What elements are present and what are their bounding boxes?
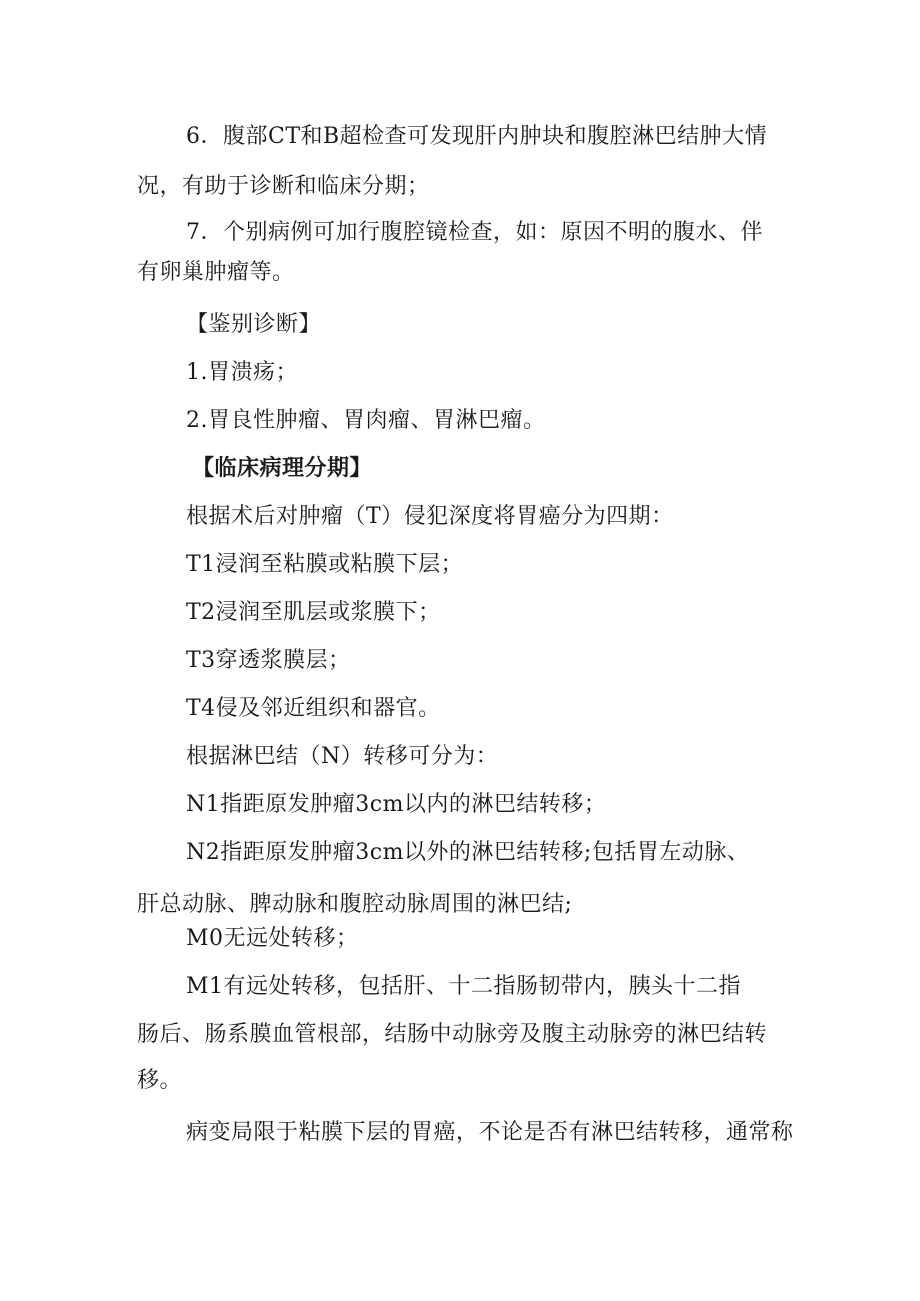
paragraph-7-line-2: 有卵巢肿瘤等。	[137, 260, 295, 285]
paragraph-6-line-2: 况，有助于诊断和临床分期；	[137, 174, 430, 199]
stage-m0: M0无远处转移；	[186, 926, 359, 951]
section-heading-differential: 【鉴别诊断】	[186, 312, 322, 337]
stage-n2-line-2: 肝总动脉、脾动脉和腹腔动脉周围的淋巴结;	[137, 892, 573, 917]
paragraph-7-line-1: 7．个别病例可加行腹腔镜检查，如：原因不明的腹水、伴	[186, 220, 763, 245]
stage-n1: N1指距原发肿瘤3cm以内的淋巴结转移；	[186, 792, 607, 817]
stage-m1-line-1: M1有远处转移，包括肝、十二指肠韧带内，胰头十二指	[186, 974, 742, 999]
stage-t3: T3穿透浆膜层；	[186, 648, 351, 673]
stage-m1-line-2: 肠后、肠系膜血管根部，结肠中动脉旁及腹主动脉旁的淋巴结转	[137, 1022, 768, 1047]
section-heading-staging: 【临床病理分期】	[192, 456, 373, 481]
stage-t2: T2浸润至肌层或浆膜下；	[186, 600, 441, 625]
list-item-1: 1.胃溃疡；	[186, 360, 298, 385]
closing-paragraph-line-1: 病变局限于粘膜下层的胃癌，不论是否有淋巴结转移，通常称	[186, 1120, 794, 1145]
staging-intro-t: 根据术后对肿瘤（T）侵犯深度将胃癌分为四期：	[186, 504, 674, 529]
paragraph-6-line-1: 6．腹部CT和B超检查可发现肝内肿块和腹腔淋巴结肿大情	[186, 124, 768, 149]
list-item-2: 2.胃良性肿瘤、胃肉瘤、胃淋巴瘤。	[186, 408, 546, 433]
stage-n2-line-1: N2指距原发肿瘤3cm以外的淋巴结转移;包括胃左动脉、	[186, 840, 750, 865]
stage-t1: T1浸润至粘膜或粘膜下层；	[186, 552, 464, 577]
stage-m1-line-3: 移。	[137, 1068, 183, 1093]
staging-intro-n: 根据淋巴结（N）转移可分为：	[186, 744, 499, 769]
stage-t4: T4侵及邻近组织和器官。	[186, 696, 441, 721]
